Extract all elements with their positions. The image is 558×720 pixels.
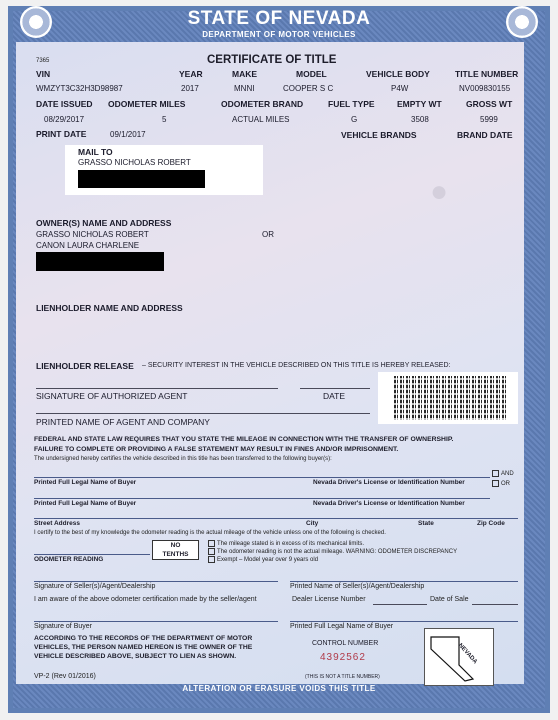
year-label: YEAR bbox=[179, 69, 203, 79]
buyer-2-dl-field[interactable]: Nevada Driver's License or Identification Number bbox=[313, 500, 465, 507]
date-of-sale-field[interactable]: Date of Sale bbox=[430, 596, 469, 603]
agent-signature-line bbox=[36, 388, 278, 389]
exempt-label: Exempt – Model year over 9 years old bbox=[217, 557, 319, 564]
federal-notice-1: FEDERAL AND STATE LAW REQUIRES THAT YOU STATE THE MILEAGE IN CONNECTION WITH THE TRANSFER OF OWNERSHIP. bbox=[34, 436, 454, 443]
seal-text: NEVADA bbox=[456, 642, 479, 666]
seller-name-line bbox=[290, 581, 518, 582]
mileage-excess-box bbox=[208, 540, 215, 547]
owners-label: OWNER(S) NAME AND ADDRESS bbox=[36, 218, 172, 228]
no-tenths-line-2: TENTHS bbox=[162, 551, 189, 558]
and-checkbox-label: AND bbox=[501, 471, 514, 478]
odometer-miles-label: ODOMETER MILES bbox=[108, 99, 186, 109]
mail-to-name: GRASSO NICHOLAS ROBERT bbox=[78, 158, 191, 167]
form-number: 7365 bbox=[36, 58, 50, 64]
exempt-checkbox[interactable] bbox=[208, 556, 318, 563]
redacted-owner-address bbox=[36, 252, 164, 271]
lienholder-label: LIENHOLDER NAME AND ADDRESS bbox=[36, 303, 183, 313]
print-date-label: PRINT DATE bbox=[36, 129, 87, 139]
certificate-title: CERTIFICATE OF TITLE bbox=[207, 54, 337, 66]
release-text: – SECURITY INTEREST IN THE VEHICLE DESCRIBED ON THIS TITLE IS HEREBY RELEASED: bbox=[142, 362, 451, 369]
control-number-label: CONTROL NUMBER bbox=[312, 640, 379, 647]
street-address-field[interactable]: Street Address bbox=[34, 520, 80, 527]
gross-weight-label: GROSS WT bbox=[466, 99, 513, 109]
empty-weight-label: EMPTY WT bbox=[397, 99, 442, 109]
vin-label: VIN bbox=[36, 69, 51, 79]
city-field[interactable]: City bbox=[306, 520, 319, 527]
redacted-mail-address bbox=[78, 170, 205, 188]
buyer-signature-field[interactable]: Signature of Buyer bbox=[34, 623, 92, 630]
buyer-2-name-field[interactable]: Printed Full Legal Name of Buyer bbox=[34, 500, 137, 507]
odometer-certify-text: I certify to the best of my knowledge the odometer reading is the actual mileage of the vehicle unless one of the following is checked. bbox=[34, 530, 386, 536]
agent-signature-label: SIGNATURE OF AUTHORIZED AGENT bbox=[36, 391, 188, 401]
vehicle-brands-label: VEHICLE BRANDS bbox=[341, 130, 417, 140]
date-of-sale-line bbox=[472, 604, 518, 605]
dealer-license-field[interactable]: Dealer License Number bbox=[292, 596, 366, 603]
seller-signature-line bbox=[34, 581, 278, 582]
vehicle-body-value: P4W bbox=[391, 84, 409, 93]
odometer-miles-value: 5 bbox=[162, 115, 167, 124]
buyer-1-dl-field[interactable]: Nevada Driver's License or Identification Number bbox=[313, 479, 465, 486]
state-field[interactable]: State bbox=[418, 520, 434, 527]
records-text-1: ACCORDING TO THE RECORDS OF THE DEPARTMENT OF MOTOR bbox=[34, 635, 253, 642]
date-issued-label: DATE ISSUED bbox=[36, 99, 93, 109]
watermark-icon: ● bbox=[430, 175, 449, 208]
nevada-seal bbox=[424, 628, 494, 686]
buyer-printed-name-field[interactable]: Printed Full Legal Name of Buyer bbox=[290, 623, 394, 630]
brand-date-label: BRAND DATE bbox=[457, 130, 513, 140]
print-date-value: 09/1/2017 bbox=[110, 130, 146, 139]
model-label: MODEL bbox=[296, 69, 327, 79]
empty-weight-value: 3508 bbox=[411, 115, 429, 124]
make-label: MAKE bbox=[232, 69, 258, 79]
seller-aware-text: I am aware of the above odometer certification made by the seller/agent bbox=[34, 596, 257, 603]
nevada-state-outline-icon bbox=[425, 629, 493, 685]
seller-signature-field[interactable]: Signature of Seller(s)/Agent/Dealership bbox=[34, 583, 156, 590]
records-text-3: VEHICLE DESCRIBED ABOVE, SUBJECT TO LIEN AS SHOWN. bbox=[34, 653, 237, 660]
barcode bbox=[378, 372, 518, 424]
dealer-license-line bbox=[373, 604, 427, 605]
state-header bbox=[0, 0, 558, 40]
records-text-2: VEHICLES, THE PERSON NAMED HEREON IS THE OWNER OF THE bbox=[34, 644, 253, 651]
title-number-label: TITLE NUMBER bbox=[455, 69, 519, 79]
federal-notice-2: FAILURE TO COMPLETE OR PROVIDING A FALSE STATEMENT MAY RESULT IN FINES AND/OR IMPRISONMENT. bbox=[34, 446, 399, 453]
mail-to-label: MAIL TO bbox=[78, 147, 113, 157]
no-tenths-line-1: NO bbox=[170, 542, 181, 549]
zip-code-field[interactable]: Zip Code bbox=[477, 520, 505, 527]
agent-name-line bbox=[36, 413, 370, 414]
fuel-type-value: G bbox=[351, 115, 358, 124]
make-value: MNNI bbox=[234, 84, 255, 93]
vehicle-body-label: VEHICLE BODY bbox=[366, 69, 430, 79]
vin-value: WMZYT3C32H3D98987 bbox=[36, 84, 123, 93]
state-title: STATE OF NEVADA bbox=[187, 8, 371, 29]
date-issued-value: 08/29/2017 bbox=[44, 115, 85, 124]
lienholder-release-label: LIENHOLDER RELEASE bbox=[36, 361, 134, 371]
odometer-brand-label: ODOMETER BRAND bbox=[221, 99, 304, 109]
buyer-1-name-field[interactable]: Printed Full Legal Name of Buyer bbox=[34, 479, 137, 486]
department-subtitle: DEPARTMENT OF MOTOR VEHICLES bbox=[202, 30, 356, 39]
odometer-brand-value: ACTUAL MILES bbox=[232, 115, 290, 124]
printed-agent-label: PRINTED NAME OF AGENT AND COMPANY bbox=[36, 417, 210, 427]
buyer-1-line bbox=[34, 477, 490, 478]
fuel-type-label: FUEL TYPE bbox=[328, 99, 375, 109]
and-checkbox-box bbox=[492, 470, 499, 477]
buyer-2-line bbox=[34, 498, 490, 499]
control-number-value: 4392562 bbox=[320, 652, 366, 663]
control-number-note: (THIS IS NOT A TITLE NUMBER) bbox=[305, 674, 380, 680]
exempt-box bbox=[208, 556, 215, 563]
title-number-value: NV009830155 bbox=[459, 84, 511, 93]
mileage-not-actual-checkbox[interactable] bbox=[208, 548, 457, 555]
gross-weight-value: 5999 bbox=[480, 115, 498, 124]
form-code: VP-2 (Rev 01/2016) bbox=[34, 673, 96, 680]
no-tenths-box bbox=[152, 540, 199, 560]
address-line bbox=[34, 518, 518, 519]
owners-or: OR bbox=[262, 230, 274, 239]
buyer-signature-line bbox=[34, 621, 278, 622]
mileage-excess-checkbox[interactable] bbox=[208, 540, 364, 547]
owner-1-name: GRASSO NICHOLAS ROBERT bbox=[36, 230, 149, 239]
and-checkbox[interactable] bbox=[492, 470, 514, 477]
odometer-reading-line bbox=[34, 554, 150, 555]
year-value: 2017 bbox=[181, 84, 199, 93]
mileage-excess-label: The mileage stated is in excess of its mechanical limits. bbox=[217, 541, 365, 548]
footer-warning: ALTERATION OR ERASURE VOIDS THIS TITLE bbox=[182, 684, 376, 693]
or-checkbox[interactable] bbox=[492, 480, 510, 487]
model-value: COOPER S C bbox=[283, 84, 334, 93]
release-date-line bbox=[300, 388, 370, 389]
mileage-not-actual-box bbox=[208, 548, 215, 555]
release-date-label: DATE bbox=[323, 391, 346, 401]
odometer-reading-field[interactable]: ODOMETER READING bbox=[34, 556, 104, 563]
buyer-name-line bbox=[290, 621, 518, 622]
mileage-not-actual-label: The odometer reading is not the actual mileage. WARNING: ODOMETER DISCREPANCY bbox=[217, 549, 458, 556]
or-checkbox-label: OR bbox=[501, 481, 510, 488]
seller-printed-name-field[interactable]: Printed Name of Seller(s)/Agent/Dealership bbox=[290, 583, 425, 590]
or-checkbox-box bbox=[492, 480, 499, 487]
owner-2-name: CANON LAURA CHARLENE bbox=[36, 241, 140, 250]
buyer-certify-text: The undersigned hereby certifies the vehicle described in this title has been transferred to the following buyer(s): bbox=[34, 456, 332, 462]
